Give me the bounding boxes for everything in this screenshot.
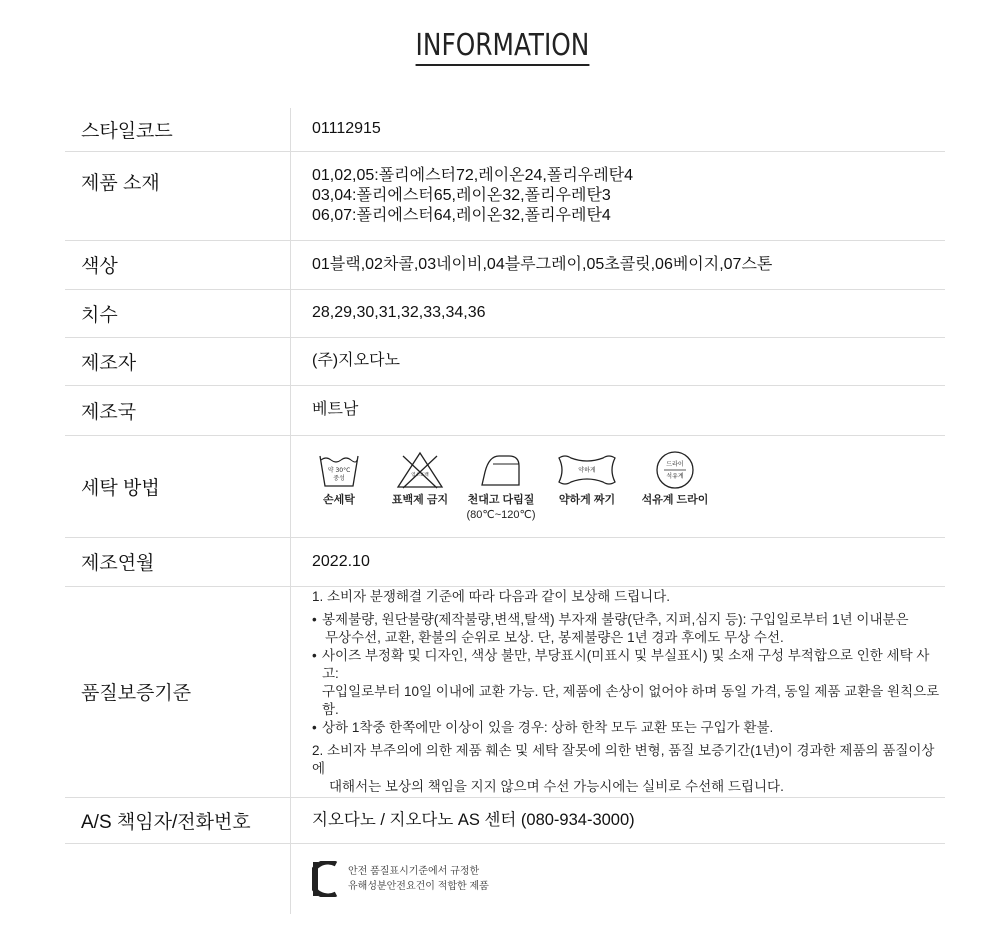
material-line: 01,02,05:폴리에스터72,레이온24,폴리우레탄4 [312, 167, 634, 184]
kc-text [348, 864, 489, 894]
kc-mark-icon [312, 861, 340, 897]
dry-clean-inner2: 석유계 [666, 473, 684, 480]
wash-caption: 손세탁 [323, 494, 355, 506]
label-color: 색상 [65, 240, 291, 289]
gentle-wring-inner: 약하게 [578, 467, 596, 474]
wash-caption: 약하게 짜기 [558, 494, 616, 506]
wash-caption: 석유계 드라이 [641, 494, 709, 506]
row-mfg-date [65, 537, 945, 586]
kc-line1: 안전 품질표시기준에서 규정한 [348, 865, 480, 877]
page-title-wrap [0, 28, 1005, 66]
material-line: 06,07:폴리에스터64,레이온32,폴리우레탄4 [312, 207, 611, 224]
value-warranty [291, 586, 946, 797]
row-size [65, 289, 945, 337]
warranty-p1: 1. 소비자 분쟁해결 기준에 따라 다음과 같이 보상해 드립니다. [312, 588, 670, 604]
label-washing: 세탁 방법 [65, 435, 291, 537]
no-bleach-icon [395, 450, 445, 490]
wash-item [465, 450, 537, 522]
material-line: 03,04:폴리에스터65,레이온32,폴리우레탄3 [312, 187, 611, 204]
hand-wash-temp: 약 30°C [327, 467, 351, 474]
row-country [65, 385, 945, 435]
warranty-p2a: 2. 소비자 부주의에 의한 제품 훼손 및 세탁 잘못에 의한 변형, 품질 보증기간(1년)이 경과한 제품의 품질이상에 [312, 742, 935, 776]
warranty-text [312, 588, 944, 796]
warranty-bullet [312, 611, 944, 629]
label-mfg-date: 제조연월 [65, 537, 291, 586]
wash-symbols [303, 450, 944, 522]
label-maker: 제조자 [65, 337, 291, 385]
iron-icon [479, 450, 523, 490]
row-washing [65, 435, 945, 537]
label-style-code: 스타일코드 [65, 108, 291, 151]
warranty-bullet [312, 719, 944, 737]
no-bleach-inner: 염소표백 [411, 473, 429, 478]
page-title: INFORMATION [416, 28, 590, 66]
wash-item [385, 450, 455, 508]
value-washing [291, 435, 946, 537]
value-color: 01블랙,02차콜,03네이비,04블루그레이,05초콜릿,06베이지,07스톤 [291, 240, 946, 289]
wash-item [547, 450, 627, 508]
wash-item [637, 450, 713, 508]
row-material [65, 151, 945, 240]
value-maker: (주)지오다노 [291, 337, 946, 385]
value-style-code: 01112915 [291, 108, 946, 151]
label-kc [65, 843, 291, 914]
hand-wash-neutral: 중성 [333, 475, 345, 482]
row-maker [65, 337, 945, 385]
label-as: A/S 책임자/전화번호 [65, 797, 291, 843]
dry-clean-icon [653, 450, 697, 490]
warranty-p2b: 대해서는 보상의 책임을 지지 않으며 수선 가능시에는 실비로 수선해 드립니다. [329, 778, 784, 794]
warranty-b2b: 구입일로부터 10일 이내에 교환 가능. 단, 제품에 손상이 없어야 하며 동일 가격, 동일 제품 교환을 원칙으로 함. [322, 683, 940, 717]
dry-clean-inner: 드라이 [666, 461, 684, 468]
warranty-b1b: 무상수선, 교환, 환불의 순위로 보상. 단, 봉제불량은 1년 경과 후에도 무상 수선. [325, 629, 784, 645]
value-material [291, 151, 946, 240]
product-info-table [65, 108, 945, 914]
warranty-b2a: 사이즈 부정확 및 디자인, 색상 불만, 부당표시(미표시 및 부실표시) 및 소재 구성 부적합으로 인한 세탁 사고: [322, 647, 930, 681]
warranty-b3: 상하 1착중 한쪽에만 이상이 있을 경우: 상하 한착 모두 교환 또는 구입가 환불. [322, 719, 774, 735]
warranty-b1a: 봉제불량, 원단불량(제작불량,변색,탈색) 부자재 불량(단추, 지퍼,심지 등): 구입일로부터 1년 이내분은 [322, 611, 909, 627]
value-mfg-date: 2022.10 [291, 537, 946, 586]
hand-wash-icon [317, 450, 361, 490]
label-material: 제품 소재 [65, 151, 291, 240]
gentle-wring-icon [557, 450, 617, 490]
wash-caption: 천대고 다림질 [467, 494, 535, 506]
label-country: 제조국 [65, 385, 291, 435]
row-style-code [65, 108, 945, 151]
value-size: 28,29,30,31,32,33,34,36 [291, 289, 946, 337]
row-warranty [65, 586, 945, 797]
value-country: 베트남 [291, 385, 946, 435]
row-as [65, 797, 945, 843]
wash-caption-sub: (80℃~120℃) [466, 509, 536, 521]
kc-line2: 유해성분안전요건이 적합한 제품 [348, 880, 489, 892]
warranty-bullet [312, 647, 944, 683]
label-size: 치수 [65, 289, 291, 337]
value-as: 지오다노 / 지오다노 AS 센터 (080-934-3000) [291, 797, 946, 843]
value-kc [291, 843, 946, 914]
row-color [65, 240, 945, 289]
kc-certification [312, 861, 944, 897]
label-warranty: 품질보증기준 [65, 586, 291, 797]
row-kc [65, 843, 945, 914]
wash-item [303, 450, 375, 508]
wash-caption: 표백제 금지 [391, 494, 449, 506]
